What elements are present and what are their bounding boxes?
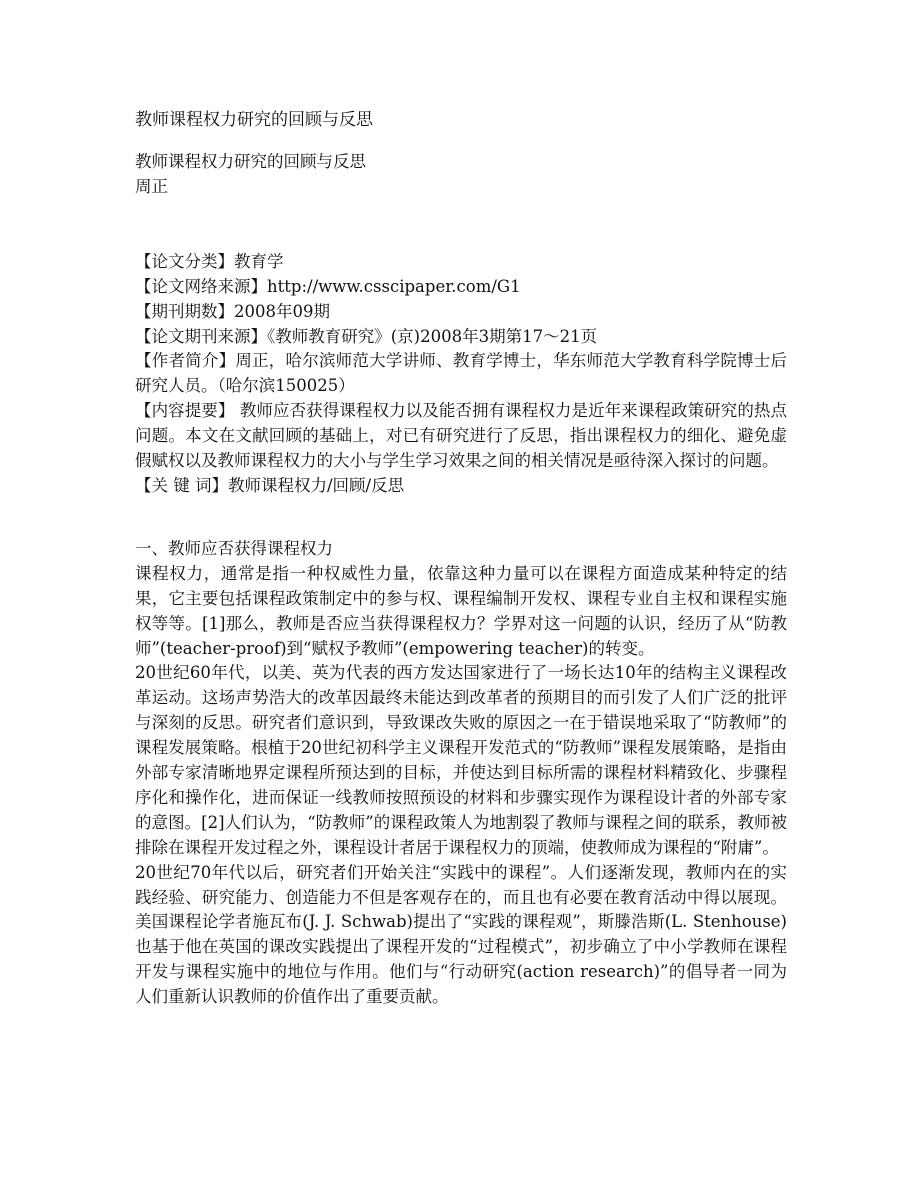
body-paragraph: 20世纪60年代，以美、英为代表的西方发达国家进行了一场长达10年的结构主义课程改革运动。这场声势浩大的改革因最终未能达到改革者的预期目的而引发了人们广泛的批评与深刻的反思。研究者们意识到，导致课改失败的原因之一在于错误地采取了“防教师”的课程发展策略。根植于20世纪初科学主义课程开发范式的“防教师”课程发展策略，是指由外部专家清晰地界定课程所预达到的目标，并使达到目标所需的课程材料精致化、步骤程序化和操作化，进而保证一线教师按照预设的材料和步骤实现作为课程设计者的外部专家的意图。[2]人们认为，“防教师”的课程政策人为地割裂了教师与课程之间的联系，教师被排除在课程开发过程之外，课程设计者居于课程权力的顶端，使教师成为课程的“附庸”。 — [135, 663, 787, 857]
meta-issue: 【期刊期数】2008年09期 — [135, 301, 330, 321]
page-title: 教师课程权力研究的回顾与反思 — [135, 110, 373, 130]
document-body — [135, 150, 787, 1010]
body-paragraph: 课程权力，通常是指一种权威性力量，依靠这种力量可以在课程方面造成某种特定的结果，它主要包括课程政策制定中的参与权、课程编制开发权、课程专业自主权和课程实施权等等。[1]那么，教师是否应当获得课程权力？学界对这一问题的认识，经历了从“防教师”(teacher-proof)到“赋权予教师”(empowering teacher)的转变。 — [135, 563, 787, 658]
meta-category: 【论文分类】教育学 — [135, 251, 284, 271]
article-title: 教师课程权力研究的回顾与反思 — [135, 152, 366, 171]
meta-web-source: 【论文网络来源】http://www.csscipaper.com/G1 — [135, 276, 521, 296]
author-name: 周正 — [135, 176, 168, 196]
meta-keywords: 【关 键 词】教师课程权力/回顾/反思 — [135, 475, 405, 495]
meta-journal-source: 【论文期刊来源】《教师教育研究》(京)2008年3期第17～21页 — [135, 326, 598, 346]
meta-abstract: 【内容提要】 教师应否获得课程权力以及能否拥有课程权力是近年来课程政策研究的热点问题。本文在文献回顾的基础上，对已有研究进行了反思，指出课程权力的细化、避免虚假赋权以及教师课程权力的大小与学生学习效果之间的相关情况是亟待深入探讨的问题。 — [135, 401, 787, 471]
spacer — [135, 200, 787, 250]
section-heading: 一、教师应否获得课程权力 — [135, 538, 333, 558]
body-paragraph: 20世纪70年代以后，研究者们开始关注“实践中的课程”。人们逐渐发现，教师内在的实践经验、研究能力、创造能力不但是客观存在的，而且也有必要在教育活动中得以展现。美国课程论学者施瓦布(J. J. Schwab)提出了“实践的课程观”，斯滕浩斯(L. Stenhouse)也基于他在英国的课改实践提出了课程开发的“过程模式”，初步确立了中小学教师在课程开发与课程实施中的地位与作用。他们与“行动研究(action research)”的倡导者一同为人们重新认识教师的价值作出了重要贡献。 — [135, 862, 787, 1007]
spacer — [135, 499, 787, 537]
meta-author-bio: 【作者简介】周正，哈尔滨师范大学讲师、教育学博士，华东师范大学教育科学院博士后研究人员。（哈尔滨150025） — [135, 351, 787, 396]
